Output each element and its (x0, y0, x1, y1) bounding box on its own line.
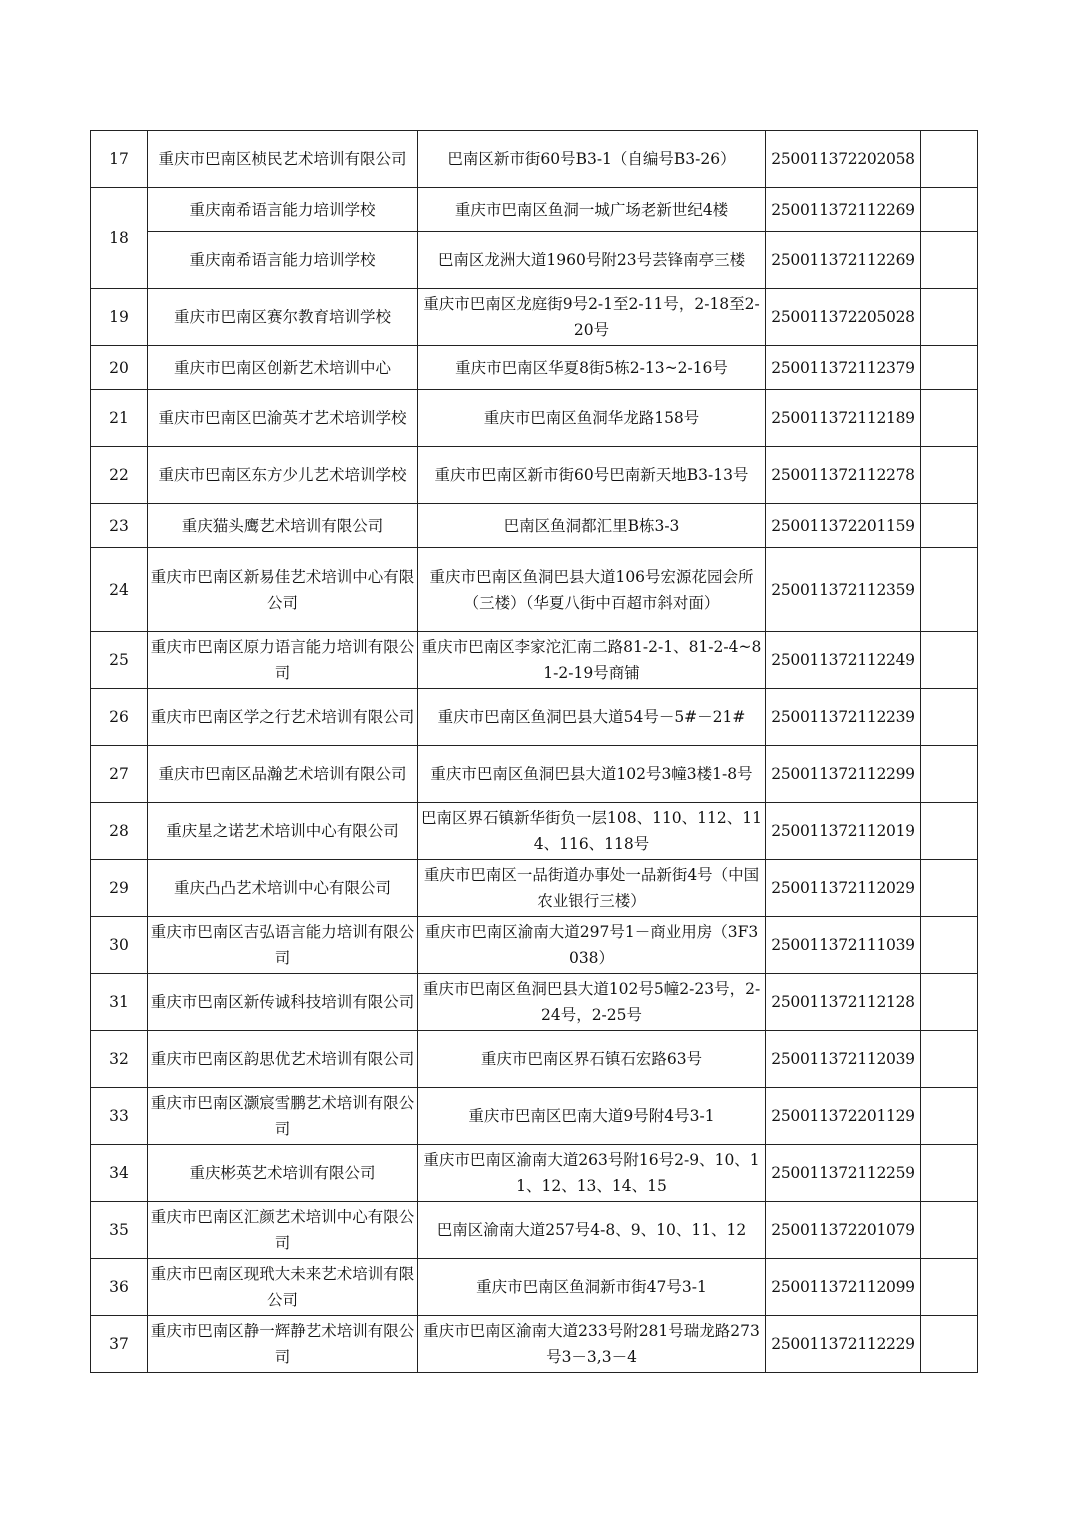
license-code-cell: 250011372111039 (766, 917, 921, 974)
note-cell (921, 188, 978, 232)
address-cell: 重庆市巴南区新市街60号巴南新天地B3-13号 (418, 447, 766, 504)
institution-name-cell: 重庆市巴南区汇颜艺术培训中心有限公司 (148, 1202, 418, 1259)
institution-name-cell: 重庆南希语言能力培训学校 (148, 188, 418, 232)
license-code-cell: 250011372112278 (766, 447, 921, 504)
table-row (91, 917, 978, 974)
table-row (91, 1259, 978, 1316)
license-code-cell: 250011372112259 (766, 1145, 921, 1202)
note-cell (921, 1316, 978, 1373)
note-cell (921, 803, 978, 860)
row-number-cell: 19 (91, 289, 148, 346)
institution-name-cell: 重庆南希语言能力培训学校 (148, 232, 418, 289)
table-row (91, 689, 978, 746)
address-cell: 重庆市巴南区一品街道办事处一品新街4号（中国农业银行三楼） (418, 860, 766, 917)
table-row (91, 803, 978, 860)
note-cell (921, 860, 978, 917)
row-number-cell: 33 (91, 1088, 148, 1145)
institution-name-cell: 重庆凸凸艺术培训中心有限公司 (148, 860, 418, 917)
table-row (91, 1031, 978, 1088)
institution-name-cell: 重庆星之诺艺术培训中心有限公司 (148, 803, 418, 860)
note-cell (921, 390, 978, 447)
note-cell (921, 131, 978, 188)
license-code-cell: 250011372112029 (766, 860, 921, 917)
row-number-cell: 37 (91, 1316, 148, 1373)
note-cell (921, 632, 978, 689)
note-cell (921, 746, 978, 803)
address-cell: 重庆市巴南区渝南大道297号1－商业用房（3F3038） (418, 917, 766, 974)
address-cell: 重庆市巴南区华夏8街5栋2-13~2-16号 (418, 346, 766, 390)
row-number-cell: 22 (91, 447, 148, 504)
address-cell: 巴南区新市街60号B3-1（自编号B3-26） (418, 131, 766, 188)
address-cell: 重庆市巴南区界石镇石宏路63号 (418, 1031, 766, 1088)
address-cell: 重庆市巴南区渝南大道263号附16号2-9、10、11、12、13、14、15 (418, 1145, 766, 1202)
row-number-cell: 34 (91, 1145, 148, 1202)
address-cell: 重庆市巴南区巴南大道9号附4号3-1 (418, 1088, 766, 1145)
note-cell (921, 974, 978, 1031)
table-row (91, 131, 978, 188)
row-number-cell: 36 (91, 1259, 148, 1316)
address-cell: 巴南区渝南大道257号4-8、9、10、11、12 (418, 1202, 766, 1259)
note-cell (921, 689, 978, 746)
row-number-cell: 20 (91, 346, 148, 390)
institution-name-cell: 重庆市巴南区新易佳艺术培训中心有限公司 (148, 548, 418, 632)
note-cell (921, 232, 978, 289)
row-number-cell: 26 (91, 689, 148, 746)
note-cell (921, 504, 978, 548)
institution-name-cell: 重庆市巴南区创新艺术培训中心 (148, 346, 418, 390)
table-row (91, 1088, 978, 1145)
note-cell (921, 447, 978, 504)
table-row (91, 860, 978, 917)
table-row (91, 188, 978, 232)
license-code-cell: 250011372201129 (766, 1088, 921, 1145)
institution-table (90, 130, 978, 1373)
row-number-cell: 29 (91, 860, 148, 917)
table-row (91, 504, 978, 548)
note-cell (921, 1031, 978, 1088)
institution-name-cell: 重庆市巴南区静一辉静艺术培训有限公司 (148, 1316, 418, 1373)
row-number-cell: 32 (91, 1031, 148, 1088)
note-cell (921, 917, 978, 974)
institution-name-cell: 重庆市巴南区巴渝英才艺术培训学校 (148, 390, 418, 447)
license-code-cell: 250011372205028 (766, 289, 921, 346)
license-code-cell: 250011372112299 (766, 746, 921, 803)
table-row (91, 1316, 978, 1373)
address-cell: 巴南区界石镇新华街负一层108、110、112、114、116、118号 (418, 803, 766, 860)
table-row (91, 548, 978, 632)
license-code-cell: 250011372112189 (766, 390, 921, 447)
row-number-cell: 21 (91, 390, 148, 447)
row-number-cell: 27 (91, 746, 148, 803)
table-row (91, 632, 978, 689)
address-cell: 重庆市巴南区鱼洞新市街47号3-1 (418, 1259, 766, 1316)
license-code-cell: 250011372112099 (766, 1259, 921, 1316)
institution-name-cell: 重庆市巴南区赛尔教育培训学校 (148, 289, 418, 346)
license-code-cell: 250011372112229 (766, 1316, 921, 1373)
license-code-cell: 250011372201079 (766, 1202, 921, 1259)
address-cell: 巴南区鱼洞都汇里B栋3-3 (418, 504, 766, 548)
address-cell: 重庆市巴南区龙庭街9号2-1至2-11号，2-18至2-20号 (418, 289, 766, 346)
note-cell (921, 346, 978, 390)
row-number-cell: 30 (91, 917, 148, 974)
table-row (91, 232, 978, 289)
institution-name-cell: 重庆市巴南区东方少儿艺术培训学校 (148, 447, 418, 504)
address-cell: 重庆市巴南区鱼洞华龙路158号 (418, 390, 766, 447)
address-cell: 重庆市巴南区鱼洞巴县大道106号宏源花园会所（三楼）（华夏八街中百超市斜对面） (418, 548, 766, 632)
institution-name-cell: 重庆市巴南区韵思优艺术培训有限公司 (148, 1031, 418, 1088)
institution-name-cell: 重庆市巴南区新传诚科技培训有限公司 (148, 974, 418, 1031)
note-cell (921, 289, 978, 346)
address-cell: 重庆市巴南区鱼洞巴县大道102号3幢3楼1-8号 (418, 746, 766, 803)
table-row (91, 289, 978, 346)
table-row (91, 1145, 978, 1202)
note-cell (921, 1259, 978, 1316)
license-code-cell: 250011372202058 (766, 131, 921, 188)
license-code-cell: 250011372112379 (766, 346, 921, 390)
license-code-cell: 250011372112039 (766, 1031, 921, 1088)
institution-name-cell: 重庆市巴南区吉弘语言能力培训有限公司 (148, 917, 418, 974)
table-row (91, 346, 978, 390)
row-number-cell: 24 (91, 548, 148, 632)
row-number-cell: 17 (91, 131, 148, 188)
institution-name-cell: 重庆市巴南区学之行艺术培训有限公司 (148, 689, 418, 746)
note-cell (921, 1088, 978, 1145)
table-row (91, 447, 978, 504)
license-code-cell: 250011372112239 (766, 689, 921, 746)
address-cell: 重庆市巴南区鱼洞巴县大道102号5幢2-23号，2-24号，2-25号 (418, 974, 766, 1031)
row-number-cell: 31 (91, 974, 148, 1031)
license-code-cell: 250011372112269 (766, 188, 921, 232)
note-cell (921, 1145, 978, 1202)
address-cell: 巴南区龙洲大道1960号附23号芸锋南亭三楼 (418, 232, 766, 289)
license-code-cell: 250011372112128 (766, 974, 921, 1031)
address-cell: 重庆市巴南区李家沱汇南二路81-2-1、81-2-4~81-2-19号商铺 (418, 632, 766, 689)
address-cell: 重庆市巴南区鱼洞巴县大道54号－5#－21# (418, 689, 766, 746)
row-number-cell: 18 (91, 188, 148, 289)
row-number-cell: 25 (91, 632, 148, 689)
table-row (91, 746, 978, 803)
table-row (91, 1202, 978, 1259)
row-number-cell: 23 (91, 504, 148, 548)
license-code-cell: 250011372112269 (766, 232, 921, 289)
institution-name-cell: 重庆市巴南区品瀚艺术培训有限公司 (148, 746, 418, 803)
license-code-cell: 250011372112249 (766, 632, 921, 689)
institution-name-cell: 重庆彬英艺术培训有限公司 (148, 1145, 418, 1202)
table-row (91, 390, 978, 447)
address-cell: 重庆市巴南区渝南大道233号附281号瑞龙路273号3－3,3－4 (418, 1316, 766, 1373)
institution-name-cell: 重庆猫头鹰艺术培训有限公司 (148, 504, 418, 548)
note-cell (921, 1202, 978, 1259)
institution-name-cell: 重庆市巴南区桢民艺术培训有限公司 (148, 131, 418, 188)
table-row (91, 974, 978, 1031)
note-cell (921, 548, 978, 632)
license-code-cell: 250011372201159 (766, 504, 921, 548)
row-number-cell: 28 (91, 803, 148, 860)
institution-name-cell: 重庆市巴南区现玳大未来艺术培训有限公司 (148, 1259, 418, 1316)
institution-name-cell: 重庆市巴南区原力语言能力培训有限公司 (148, 632, 418, 689)
license-code-cell: 250011372112019 (766, 803, 921, 860)
institution-name-cell: 重庆市巴南区灏宸雪鹏艺术培训有限公司 (148, 1088, 418, 1145)
table-body (91, 131, 978, 1373)
row-number-cell: 35 (91, 1202, 148, 1259)
license-code-cell: 250011372112359 (766, 548, 921, 632)
address-cell: 重庆市巴南区鱼洞一城广场老新世纪4楼 (418, 188, 766, 232)
